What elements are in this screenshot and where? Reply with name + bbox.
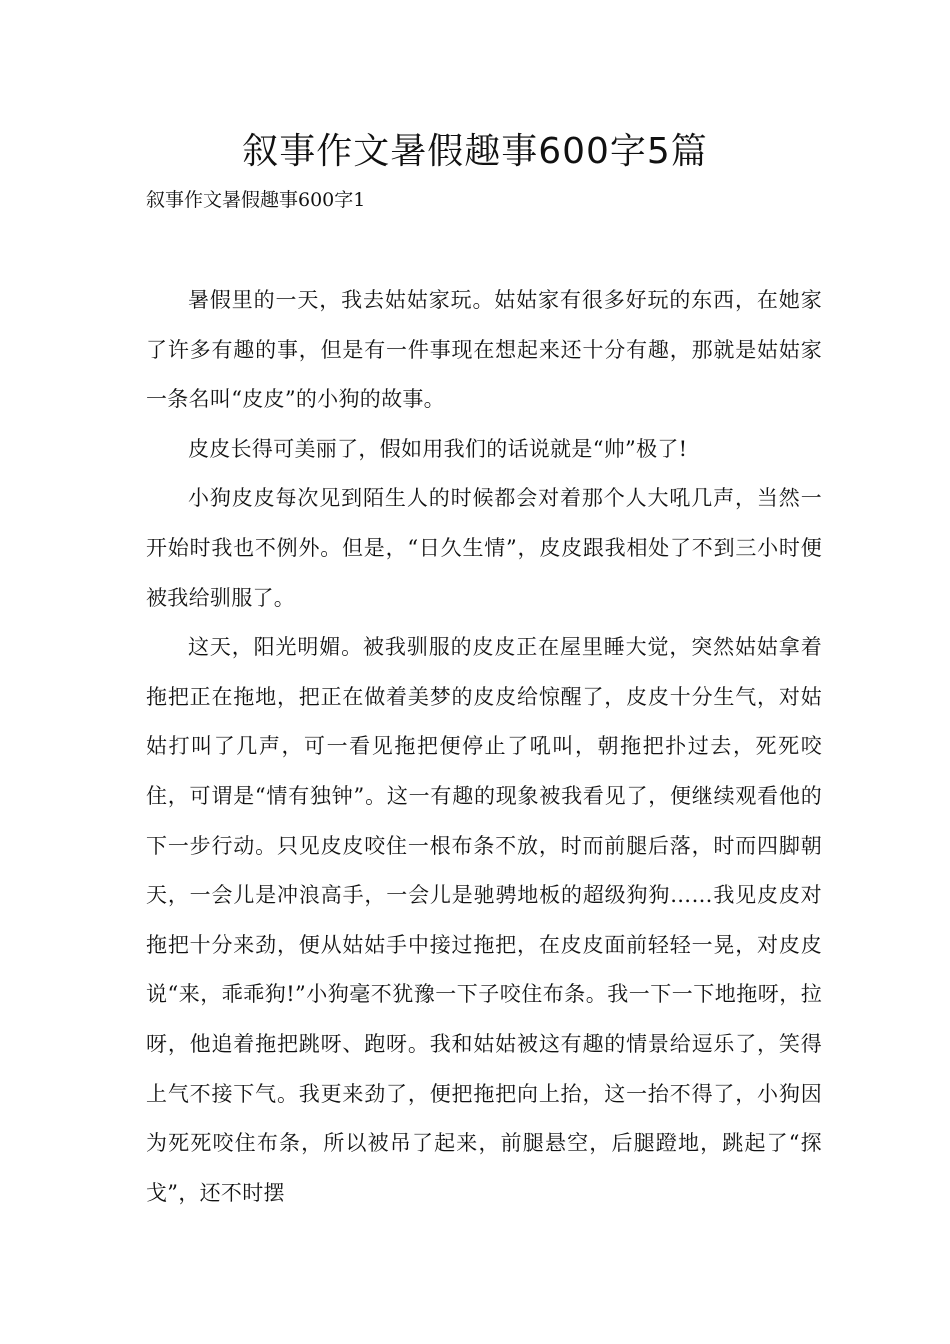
document-body xyxy=(146,276,822,1218)
paragraph-1: 暑假里的一天，我去姑姑家玩。姑姑家有很多好玩的东西，在她家了许多有趣的事，但是有一件事现在想起来还十分有趣，那就是姑姑家一条名叫“皮皮”的小狗的故事。 xyxy=(146,288,822,412)
paragraph-3: 小狗皮皮每次见到陌生人的时候都会对着那个人大吼几声，当然一开始时我也不例外。但是，“日久生情”，皮皮跟我相处了不到三小时便被我给驯服了。 xyxy=(146,486,822,610)
paragraph-2: 皮皮长得可美丽了，假如用我们的话说就是“帅”极了! xyxy=(188,436,688,461)
paragraph-4: 这天，阳光明媚。被我驯服的皮皮正在屋里睡大觉，突然姑姑拿着拖把正在拖地，把正在做着美梦的皮皮给惊醒了，皮皮十分生气，对姑姑打叫了几声，可一看见拖把便停止了吼叫，朝拖把扑过去，死死咬住，可谓是“情有独钟”。这一有趣的现象被我看见了，便继续观看他的下一步行动。只见皮皮咬住一根布条不放，时而前腿后落，时而四脚朝天，一会儿是冲浪高手，一会儿是驰骋地板的超级狗狗……我见皮皮对拖把十分来劲，便从姑姑手中接过拖把，在皮皮面前轻轻一晃，对皮皮说“来，乖乖狗!”小狗毫不犹豫一下子咬住布条。我一下一下地拖呀，拉呀，他追着拖把跳呀、跑呀。我和姑姑被这有趣的情景给逗乐了，笑得上气不接下气。我更来劲了，便把拖把向上抬，这一抬不得了，小狗因为死死咬住布条，所以被吊了起来，前腿悬空，后腿蹬地，跳起了“探戈”，还不时摆 xyxy=(146,635,822,1205)
document-title: 叙事作文暑假趣事600字5篇 xyxy=(242,131,708,172)
section-heading: 叙事作文暑假趣事600字1 xyxy=(146,189,366,211)
